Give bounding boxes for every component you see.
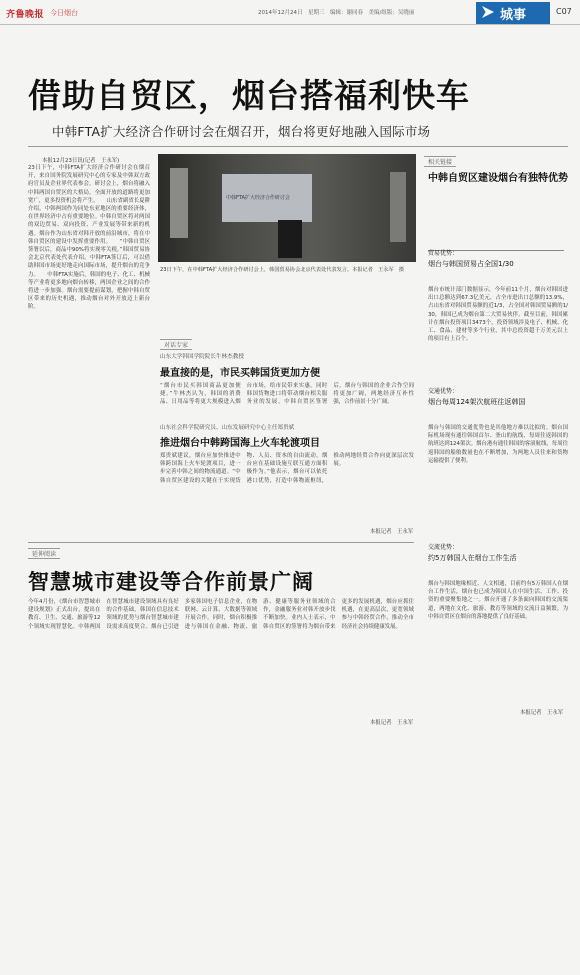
bottom-body: 今年4月份，《烟台市智慧城市建设规划》正式出台，提出在教育、卫生、交通、旅游等12个领域实现智慧化。中韩两国在智慧城市建设领域具有良好的合作基础，韩国在信息技术领域的优势与烟台智慧城市建设需求高度契合。烟台已引进多家韩国电子信息企业，在物联网、云计算、大数据等领域开展合作。同时，烟台积极推进与韩国在金融、物流、旅游、健康等服务业领域的合作，金融服务业对韩开放步伐不断加快。业内人士表示，中韩自贸区的签署将为烟台带来更多的发展机遇，烟台应抓住机遇，在更高层次、更宽领域参与中韩经贸合作，推动全市经济社会持续健康发展。 bbox=[28, 599, 414, 630]
sidebar-label: 交流优势： bbox=[428, 544, 459, 551]
interview-title: 最直接的是，市民买韩国货更加方便 bbox=[160, 368, 320, 379]
page-number: C07 bbox=[556, 7, 572, 16]
expert-name: 山东社会科学院研究员、山东发展研究中心主任郑贵斌 bbox=[160, 425, 295, 431]
banner-stand bbox=[390, 172, 406, 242]
article-byline: 本报12月23日讯(记者 王永军) bbox=[42, 158, 120, 164]
sidebar-label: 交通优势： bbox=[428, 388, 459, 395]
edition-name: 今日烟台 bbox=[50, 9, 78, 17]
sidebar-byline: 本报记者 王永军 bbox=[520, 710, 564, 716]
screen-text: 中韩FTA扩大经济合作研讨会 bbox=[226, 195, 290, 201]
bottom-headline: 智慧城市建设等合作前景广阔 bbox=[28, 570, 314, 594]
sidebar-subhead: 约5万韩国人在烟台工作生活 bbox=[428, 554, 517, 562]
article-body-col1: 23日下午，中韩FTA扩大经济合作研讨会在烟召开，来自国务院发展研究中心的专家及中韩双方政府官员及企业界代表参会。研讨会上，烟台将融入中韩两国自贸区的大格局，全面开放的道路将更加宽广，更多投资机会将产生。 山东省副省长夏耕介绍，中韩两国作为同处东亚地区的重要经济体，在世界经济中占有重要地位。中韩自贸区将对两国的双边贸易、双向投资、产业发展等带来新的机遇。烟台作为山东省对韩开放的前沿城市，将在中韩自贸区的建设中发挥重要作用。 “中韩自贸区签署以后，商品中90%将实现零关税。”韩国贸易协会北京代表处代表介绍。中韩FTA签订后，可以借助韩国市场更好地走向国际市场，提升烟台的竞争力。 中韩FTA实施后，韩国的电子、化工、机械等产业将更多地向烟台转移，两国企业之间的合作将进一步加强。烟台需要提前谋划，把握中韩自贸区带来的历史机遇，推动烟台对外开放迈上新台阶。 bbox=[28, 165, 150, 311]
section-name: 城事 bbox=[500, 8, 527, 23]
section-tag: 对话专家 bbox=[160, 339, 192, 350]
section-tag: 延伸阅读 bbox=[28, 548, 60, 559]
interview-body: “烟台市民买韩国商品更加便捷。”牛林杰认为，韩国的消费品、日用品等将更大规模进入烟台市场，给市民带来实惠。同时韩国货物进口将带动烟台相关服务业的发展。中韩自贸区签署后，烟台与韩国的企业合作空间将更加广阔，两地经济互补性强，合作前景十分广阔。 bbox=[160, 383, 414, 406]
page-header bbox=[0, 0, 580, 25]
interview-title: 推进烟台中韩跨国海上火车轮渡项目 bbox=[160, 438, 320, 449]
photo-caption: 23日下午，在中韩FTA扩大经济合作研讨会上，韩国贸易协会北京代表处代表发言。本报记者 王永军 摄 bbox=[160, 267, 405, 273]
sidebar-body: 烟台与韩国的交通优势也是其他地方难以比拟的。烟台国际机场现有通往韩国首尔、釜山的航线，每周往返韩国的航班达到124架次。烟台港有通往韩国的客滚航线，每周往返韩国的船舶数量也在不断增加，为两地人员往来和货物运输提供了便利。 bbox=[428, 425, 568, 464]
interview-byline: 本报记者 王永军 bbox=[370, 529, 414, 535]
banner-stand bbox=[170, 168, 188, 238]
bottom-byline: 本报记者 王永军 bbox=[370, 720, 414, 726]
sidebar-body: 烟台与韩国地缘相近、人文相通，目前约有5万韩国人在烟台工作生活，烟台也已成为韩国人在中国生活、工作、投资的重要聚集地之一。烟台开通了多条面向韩国的交流渠道，两地在文化、旅游、教育等领域的交流日益频繁，为中韩自贸区在烟台的落地提供了良好基础。 bbox=[428, 581, 568, 620]
main-subheadline: 中韩FTA扩大经济合作研讨会在烟召开，烟台将更好地融入国际市场 bbox=[52, 124, 431, 139]
sidebar-label: 贸易优势： bbox=[428, 250, 459, 257]
event-photo bbox=[158, 154, 416, 262]
sidebar-body: 烟台市统计部门数据显示，今年前11个月，烟台对韩国进出口总额达到67.3亿美元，占全市进出口总额的13.9%，占山东省对韩国贸易额的近1/3，占全国对韩国贸易额的1/30，韩国已成为烟台第二大贸易伙伴。截至目前，韩国累计在烟台投资项目3473个，投资领域涉及电子、机械、化工、食品、建材等多个行业，其中总投资超千万美元以上的项目有上百个。 bbox=[428, 287, 568, 343]
divider bbox=[28, 542, 414, 543]
date-line: 2014年12月24日 星期三 编辑：谢同春 美编/组版：吴晓丽 bbox=[258, 10, 415, 16]
sidebar-title: 中韩自贸区建设烟台有独特优势 bbox=[428, 173, 568, 184]
paper-logo: 齐鲁晚报 bbox=[6, 10, 45, 20]
main-headline: 借助自贸区，烟台搭福利快车 bbox=[28, 76, 470, 115]
section-tag: 相关链接 bbox=[424, 156, 456, 167]
expert-name: 山东大学韩国学院院长牛林杰教授 bbox=[160, 354, 244, 360]
headline-divider bbox=[28, 146, 568, 147]
podium bbox=[278, 220, 302, 258]
sidebar-subhead: 烟台每周124架次航班往返韩国 bbox=[428, 398, 526, 406]
sidebar-subhead: 烟台与韩国贸易占全国1/30 bbox=[428, 260, 514, 268]
interview-body: 郑贵斌建议，烟台应加快推进中韩跨国海上火车轮渡项目，进一步完善中韩之间的物流通道。“中韩自贸区建设的关键在于实现货物、人员、资本的自由流动，烟台应在基础设施互联互通方面积极作为。”他表示，烟台可以依托港口优势，打造中韩物流枢纽，推动两地经贸合作向更深层次发展。 bbox=[160, 453, 414, 484]
